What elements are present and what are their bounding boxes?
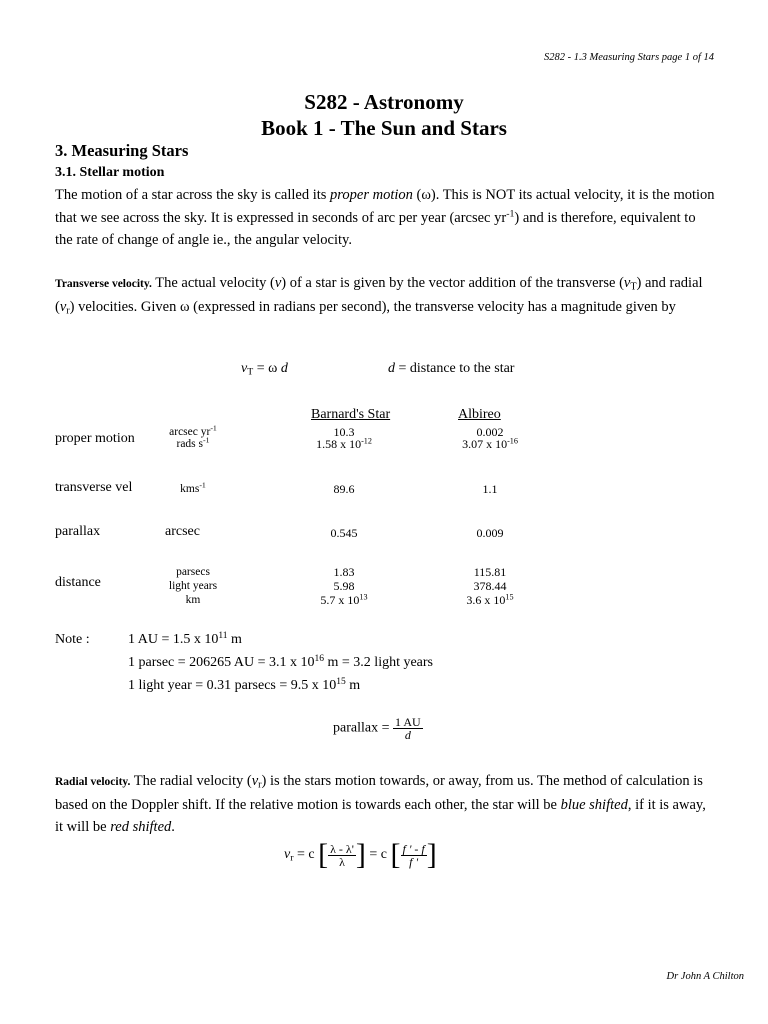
note-line-au: 1 AU = 1.5 x $10^{11}$ m: [128, 630, 242, 647]
transverse-velocity-paragraph: Transverse velocity. The actual velocity (v) of a star is given by the vector addition of the transverse $(v_T)$ and radial $(v_r)$ velocities. Given ω (expressed in radians per second), the transverse velocity has a magnitude given by: [55, 275, 703, 317]
distance-definition: d = distance to the star: [388, 361, 515, 376]
wavelength-fraction: $\frac{\lambda - \lambda'}{\lambda}$: [330, 841, 354, 869]
cell-albireo-proper-motion: 0.002 3.07 x $10^{-16}$: [462, 425, 518, 451]
row-label-parallax: parallax: [55, 524, 101, 539]
note-label: Note :: [55, 632, 90, 647]
left-bracket-2: [: [390, 838, 401, 871]
frequency-fraction: $\frac{f ' - f}{f '}$: [402, 841, 425, 869]
blue-shifted-term: blue shifted: [560, 796, 628, 813]
radial-velocity-paragraph: Radial velocity. The radial velocity $(v_r)$ is the stars motion towards, or away, from us. The method of calculation is based on the Doppler shift. If the relative motion is towards each other, the star will be blue shifted, if it is away, it will be red shifted.: [55, 773, 706, 835]
section-heading: 3. Measuring Stars: [55, 141, 189, 160]
left-bracket-1: [: [318, 838, 329, 871]
unit-proper-motion: arcsec $yr^{-1}$ rads $s^{-1}$: [169, 423, 217, 450]
row-label-distance: distance: [55, 575, 101, 590]
unit-distance: parsecs light years km: [168, 566, 218, 606]
right-bracket-2: ]: [426, 838, 437, 871]
proper-motion-paragraph: The motion of a star across the sky is called its proper motion (ω). This is NOT its actual velocity, it is the motion that we see across the sky. It is expressed in seconds of arc per year (arcsec $yr^{-1}$) and is therefore, equivalent to the rate of change of angle ie., the angular velocity.: [55, 187, 715, 248]
title-line-1: S282 - Astronomy: [304, 90, 464, 114]
unit-parallax: arcsec: [165, 524, 200, 539]
note-line-parsec: 1 parsec = 206265 AU = 3.1 x $10^{16}$ m = 3.2 light years: [128, 653, 434, 670]
cell-barnard-transverse-vel: 89.6: [333, 482, 355, 496]
cell-albireo-parallax: 0.009: [476, 526, 504, 540]
radial-velocity-equation: $v_r = c$ [ $\frac{\lambda - \lambda'}{\lambda}$ ] = c [ $\frac{f ' - f}{f '}$ ]: [284, 838, 437, 871]
running-header: S282 - 1.3 Measuring Stars page 1 of 14: [543, 52, 714, 63]
cell-barnard-parallax: 0.545: [330, 526, 358, 540]
proper-motion-term: proper motion: [330, 187, 413, 203]
title-line-2: Book 1 - The Sun and Stars: [261, 116, 507, 140]
author-footer: Dr John A Chilton: [666, 971, 744, 982]
unit-transverse-vel: kms$^{-1}$: [180, 480, 206, 495]
cell-barnard-proper-motion: 10.3 1.58 x $10^{-12}$: [316, 425, 372, 451]
cell-albireo-transverse-vel: 1.1: [482, 482, 498, 496]
transverse-velocity-runin: Transverse velocity.: [55, 278, 152, 290]
col-head-barnard: Barnard's Star: [311, 407, 391, 422]
parallax-fraction: $\frac{1 AU}{d}$: [394, 715, 421, 742]
note-line-light-year: 1 light year = 0.31 parsecs = 9.5 x $10^{15}$ m: [128, 676, 361, 693]
cell-barnard-distance: 1.83 5.98 5.7 x $10^{13}$: [320, 565, 368, 607]
right-bracket-1: ]: [355, 838, 366, 871]
row-label-transverse-vel: transverse vel: [55, 480, 133, 495]
radial-velocity-runin: Radial velocity.: [55, 776, 131, 788]
row-label-proper-motion: proper motion: [55, 431, 135, 446]
cell-albireo-distance: 115.81 378.44 3.6 x $10^{15}$: [466, 565, 514, 607]
transverse-velocity-equation: $v_T = \omega$ d: [241, 361, 288, 378]
parallax-equation: parallax = $\frac{1 AU}{d}$: [333, 715, 421, 742]
col-head-albireo: Albireo: [458, 407, 501, 422]
red-shifted-term: red shifted: [110, 819, 172, 835]
subsection-heading: 3.1. Stellar motion: [55, 165, 165, 180]
